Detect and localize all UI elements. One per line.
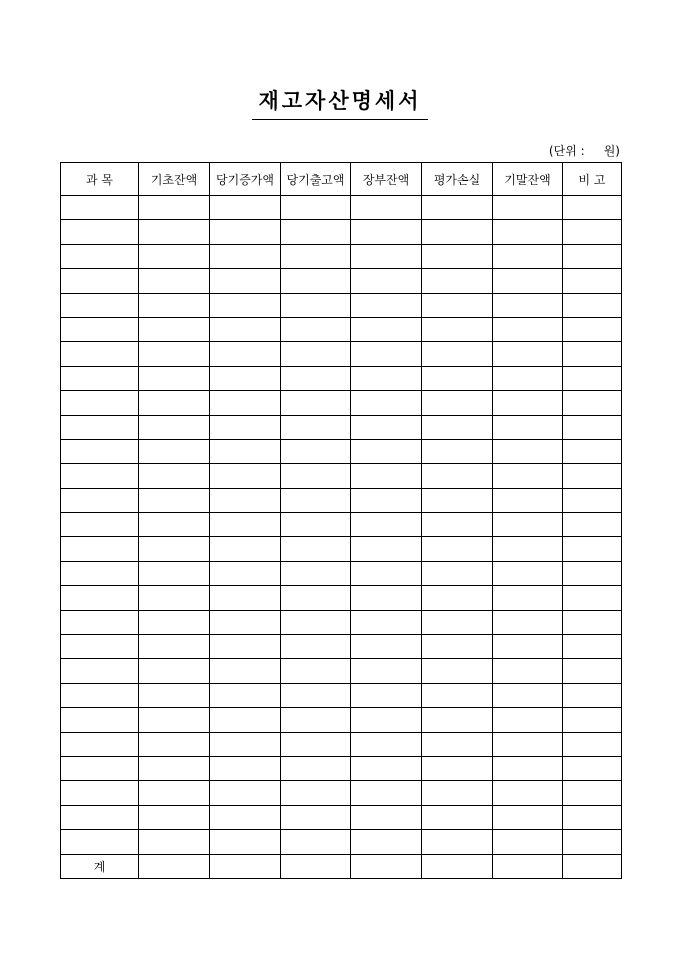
table-cell[interactable] <box>493 464 563 488</box>
table-cell[interactable] <box>351 391 422 415</box>
table-cell[interactable] <box>281 805 351 829</box>
table-cell[interactable] <box>493 659 563 683</box>
table-cell[interactable] <box>281 513 351 537</box>
total-cell[interactable] <box>422 854 493 878</box>
table-cell[interactable] <box>139 586 210 610</box>
table-row <box>61 635 622 659</box>
table-cell[interactable] <box>281 781 351 805</box>
table-row <box>61 196 622 220</box>
table-cell[interactable] <box>139 415 210 439</box>
table-cell[interactable] <box>422 586 493 610</box>
table-cell[interactable] <box>61 513 139 537</box>
table-cell[interactable] <box>351 781 422 805</box>
table-cell[interactable] <box>422 464 493 488</box>
table-cell[interactable] <box>210 220 281 244</box>
table-cell[interactable] <box>210 196 281 220</box>
table-cell[interactable] <box>422 488 493 512</box>
table-cell[interactable] <box>61 708 139 732</box>
table-cell[interactable] <box>493 439 563 463</box>
table-row <box>61 488 622 512</box>
table-cell[interactable] <box>563 683 622 707</box>
table-cell[interactable] <box>351 610 422 634</box>
table-cell[interactable] <box>563 537 622 561</box>
table-cell[interactable] <box>61 610 139 634</box>
table-cell[interactable] <box>210 366 281 390</box>
table-cell[interactable] <box>493 781 563 805</box>
table-cell[interactable] <box>61 464 139 488</box>
table-cell[interactable] <box>61 220 139 244</box>
table-cell[interactable] <box>563 196 622 220</box>
table-cell[interactable] <box>351 342 422 366</box>
table-cell[interactable] <box>281 391 351 415</box>
table-cell[interactable] <box>139 439 210 463</box>
total-cell[interactable] <box>210 854 281 878</box>
total-row <box>61 854 622 878</box>
table-cell[interactable] <box>493 293 563 317</box>
table-cell[interactable] <box>281 464 351 488</box>
table-cell[interactable] <box>210 317 281 341</box>
inventory-table <box>60 162 622 879</box>
table-row <box>61 464 622 488</box>
table-cell[interactable] <box>563 781 622 805</box>
table-row <box>61 805 622 829</box>
table-cell[interactable] <box>563 293 622 317</box>
table-cell[interactable] <box>351 220 422 244</box>
table-row <box>61 415 622 439</box>
table-cell[interactable] <box>281 561 351 585</box>
table-cell[interactable] <box>281 269 351 293</box>
table-cell[interactable] <box>493 537 563 561</box>
column-header-remarks: 비 고 <box>563 163 622 196</box>
table-cell[interactable] <box>139 342 210 366</box>
table-row <box>61 683 622 707</box>
table-cell[interactable] <box>422 537 493 561</box>
table-cell[interactable] <box>563 513 622 537</box>
table-cell[interactable] <box>351 415 422 439</box>
table-cell[interactable] <box>210 659 281 683</box>
table-cell[interactable] <box>281 537 351 561</box>
table-row <box>61 586 622 610</box>
table-cell[interactable] <box>493 513 563 537</box>
table-cell[interactable] <box>210 635 281 659</box>
table-cell[interactable] <box>139 537 210 561</box>
table-cell[interactable] <box>563 269 622 293</box>
table-row <box>61 366 622 390</box>
total-cell[interactable] <box>563 854 622 878</box>
table-cell[interactable] <box>139 732 210 756</box>
table-cell[interactable] <box>422 708 493 732</box>
table-cell[interactable] <box>422 391 493 415</box>
table-cell[interactable] <box>281 830 351 854</box>
table-cell[interactable] <box>61 342 139 366</box>
table-cell[interactable] <box>61 756 139 780</box>
table-cell[interactable] <box>563 805 622 829</box>
table-cell[interactable] <box>422 781 493 805</box>
table-cell[interactable] <box>281 708 351 732</box>
table-cell[interactable] <box>139 805 210 829</box>
table-cell[interactable] <box>210 513 281 537</box>
total-cell[interactable] <box>493 854 563 878</box>
table-cell[interactable] <box>422 683 493 707</box>
total-cell[interactable] <box>351 854 422 878</box>
table-row <box>61 317 622 341</box>
table-cell[interactable] <box>61 366 139 390</box>
table-cell[interactable] <box>61 561 139 585</box>
table-cell[interactable] <box>422 317 493 341</box>
table-cell[interactable] <box>139 635 210 659</box>
table-cell[interactable] <box>139 781 210 805</box>
table-cell[interactable] <box>563 366 622 390</box>
table-cell[interactable] <box>493 805 563 829</box>
table-cell[interactable] <box>139 244 210 268</box>
table-cell[interactable] <box>351 488 422 512</box>
column-header-shipment: 당기출고액 <box>281 163 351 196</box>
table-cell[interactable] <box>281 488 351 512</box>
table-cell[interactable] <box>139 513 210 537</box>
table-cell[interactable] <box>61 537 139 561</box>
table-cell[interactable] <box>493 196 563 220</box>
table-cell[interactable] <box>210 830 281 854</box>
unit-label: (단위 : 원) <box>548 144 620 158</box>
table-row <box>61 293 622 317</box>
total-row-label: 계 <box>61 854 139 878</box>
title-wrap <box>0 88 680 120</box>
table-cell[interactable] <box>422 415 493 439</box>
table-cell[interactable] <box>210 586 281 610</box>
table-cell[interactable] <box>210 391 281 415</box>
table-cell[interactable] <box>422 805 493 829</box>
table-cell[interactable] <box>422 439 493 463</box>
table-cell[interactable] <box>61 586 139 610</box>
table-cell[interactable] <box>61 391 139 415</box>
table-cell[interactable] <box>139 488 210 512</box>
table-cell[interactable] <box>139 610 210 634</box>
table-cell[interactable] <box>281 732 351 756</box>
table-cell[interactable] <box>493 366 563 390</box>
column-header-increase: 당기증가액 <box>210 163 281 196</box>
table-cell[interactable] <box>281 439 351 463</box>
table-cell[interactable] <box>139 708 210 732</box>
table-cell[interactable] <box>422 561 493 585</box>
column-header-valuation-loss: 평가손실 <box>422 163 493 196</box>
table-cell[interactable] <box>351 293 422 317</box>
table-cell[interactable] <box>351 464 422 488</box>
table-cell[interactable] <box>210 342 281 366</box>
table-cell[interactable] <box>139 196 210 220</box>
table-row <box>61 659 622 683</box>
table-cell[interactable] <box>210 732 281 756</box>
table-row <box>61 537 622 561</box>
table-cell[interactable] <box>422 513 493 537</box>
table-cell[interactable] <box>351 513 422 537</box>
table-cell[interactable] <box>422 196 493 220</box>
table-cell[interactable] <box>61 415 139 439</box>
table-cell[interactable] <box>563 391 622 415</box>
table-cell[interactable] <box>351 635 422 659</box>
table-cell[interactable] <box>563 244 622 268</box>
table-cell[interactable] <box>493 269 563 293</box>
table-cell[interactable] <box>210 756 281 780</box>
table-cell[interactable] <box>422 610 493 634</box>
table-cell[interactable] <box>139 756 210 780</box>
table-cell[interactable] <box>281 610 351 634</box>
table-cell[interactable] <box>351 732 422 756</box>
table-cell[interactable] <box>351 196 422 220</box>
table-cell[interactable] <box>563 732 622 756</box>
table-cell[interactable] <box>210 805 281 829</box>
table-cell[interactable] <box>351 683 422 707</box>
table-cell[interactable] <box>563 220 622 244</box>
table-cell[interactable] <box>281 317 351 341</box>
table-cell[interactable] <box>563 317 622 341</box>
table-cell[interactable] <box>281 293 351 317</box>
table-cell[interactable] <box>210 439 281 463</box>
table-cell[interactable] <box>281 415 351 439</box>
table-cell[interactable] <box>422 220 493 244</box>
table-cell[interactable] <box>281 659 351 683</box>
total-cell[interactable] <box>139 854 210 878</box>
table-cell[interactable] <box>563 561 622 585</box>
table-cell[interactable] <box>563 830 622 854</box>
table-cell[interactable] <box>61 635 139 659</box>
table-cell[interactable] <box>351 537 422 561</box>
table-cell[interactable] <box>422 732 493 756</box>
table-cell[interactable] <box>210 415 281 439</box>
table-cell[interactable] <box>281 683 351 707</box>
table-cell[interactable] <box>493 488 563 512</box>
column-header-closing-balance: 기말잔액 <box>493 163 563 196</box>
table-row <box>61 610 622 634</box>
table-cell[interactable] <box>210 561 281 585</box>
table-cell[interactable] <box>422 244 493 268</box>
header-row <box>61 163 622 196</box>
table-cell[interactable] <box>61 293 139 317</box>
table-cell[interactable] <box>61 439 139 463</box>
table-cell[interactable] <box>61 488 139 512</box>
table-cell[interactable] <box>139 366 210 390</box>
table-cell[interactable] <box>61 244 139 268</box>
table-cell[interactable] <box>61 781 139 805</box>
table-cell[interactable] <box>563 610 622 634</box>
table-cell[interactable] <box>493 317 563 341</box>
table-cell[interactable] <box>139 659 210 683</box>
table-cell[interactable] <box>422 342 493 366</box>
table-cell[interactable] <box>351 317 422 341</box>
table-cell[interactable] <box>422 269 493 293</box>
table-cell[interactable] <box>210 708 281 732</box>
table-cell[interactable] <box>422 635 493 659</box>
column-header-opening-balance: 기초잔액 <box>139 163 210 196</box>
table-cell[interactable] <box>281 220 351 244</box>
table-cell[interactable] <box>210 293 281 317</box>
table-cell[interactable] <box>563 439 622 463</box>
table-cell[interactable] <box>563 756 622 780</box>
table-cell[interactable] <box>281 635 351 659</box>
table-row <box>61 561 622 585</box>
table-cell[interactable] <box>493 220 563 244</box>
table-row <box>61 244 622 268</box>
table-cell[interactable] <box>493 342 563 366</box>
table-cell[interactable] <box>422 659 493 683</box>
table-cell[interactable] <box>210 781 281 805</box>
column-header-book-balance: 장부잔액 <box>351 163 422 196</box>
table-row <box>61 269 622 293</box>
table-cell[interactable] <box>61 683 139 707</box>
table-cell[interactable] <box>139 220 210 244</box>
table-cell[interactable] <box>422 830 493 854</box>
table-cell[interactable] <box>422 293 493 317</box>
table-cell[interactable] <box>351 659 422 683</box>
table-cell[interactable] <box>493 244 563 268</box>
table-cell[interactable] <box>281 366 351 390</box>
table-body <box>61 196 622 855</box>
table-cell[interactable] <box>563 464 622 488</box>
table-cell[interactable] <box>493 732 563 756</box>
table-row <box>61 756 622 780</box>
table-cell[interactable] <box>563 488 622 512</box>
table-cell[interactable] <box>61 269 139 293</box>
table-cell[interactable] <box>351 439 422 463</box>
table-row <box>61 732 622 756</box>
table-cell[interactable] <box>139 317 210 341</box>
table-cell[interactable] <box>351 244 422 268</box>
table-cell[interactable] <box>61 805 139 829</box>
table-cell[interactable] <box>61 830 139 854</box>
table-cell[interactable] <box>493 610 563 634</box>
table-cell[interactable] <box>351 830 422 854</box>
column-header-account: 과 목 <box>61 163 139 196</box>
table-cell[interactable] <box>281 196 351 220</box>
table-cell[interactable] <box>351 586 422 610</box>
table-cell[interactable] <box>493 708 563 732</box>
table-cell[interactable] <box>493 586 563 610</box>
table-cell[interactable] <box>351 756 422 780</box>
table-row <box>61 708 622 732</box>
table-cell[interactable] <box>210 683 281 707</box>
table-cell[interactable] <box>422 756 493 780</box>
table-cell[interactable] <box>61 196 139 220</box>
table-row <box>61 439 622 463</box>
table-cell[interactable] <box>563 635 622 659</box>
table-cell[interactable] <box>351 561 422 585</box>
table-cell[interactable] <box>493 830 563 854</box>
table-cell[interactable] <box>493 683 563 707</box>
table-cell[interactable] <box>139 464 210 488</box>
table-cell[interactable] <box>422 366 493 390</box>
table-cell[interactable] <box>210 537 281 561</box>
table-cell[interactable] <box>210 488 281 512</box>
table-cell[interactable] <box>210 610 281 634</box>
total-cell[interactable] <box>281 854 351 878</box>
table-cell[interactable] <box>139 683 210 707</box>
table-row <box>61 513 622 537</box>
table-cell[interactable] <box>210 464 281 488</box>
table-cell[interactable] <box>139 293 210 317</box>
table-cell[interactable] <box>281 586 351 610</box>
table-cell[interactable] <box>281 342 351 366</box>
table-cell[interactable] <box>563 415 622 439</box>
table-cell[interactable] <box>563 342 622 366</box>
table-cell[interactable] <box>61 659 139 683</box>
table-cell[interactable] <box>139 561 210 585</box>
table-row <box>61 781 622 805</box>
table-cell[interactable] <box>210 244 281 268</box>
table-row <box>61 830 622 854</box>
table-cell[interactable] <box>493 391 563 415</box>
table-cell[interactable] <box>139 269 210 293</box>
table-cell[interactable] <box>210 269 281 293</box>
table-row <box>61 342 622 366</box>
table-cell[interactable] <box>351 708 422 732</box>
table-cell[interactable] <box>563 659 622 683</box>
table-cell[interactable] <box>139 830 210 854</box>
table-cell[interactable] <box>493 561 563 585</box>
table-cell[interactable] <box>563 708 622 732</box>
table-cell[interactable] <box>351 805 422 829</box>
table-cell[interactable] <box>493 415 563 439</box>
table-row <box>61 391 622 415</box>
page-title: 재고자산명세서 <box>252 88 427 120</box>
table-cell[interactable] <box>61 317 139 341</box>
table-cell[interactable] <box>351 366 422 390</box>
table-cell[interactable] <box>139 391 210 415</box>
table-cell[interactable] <box>563 586 622 610</box>
table-cell[interactable] <box>493 635 563 659</box>
table-row <box>61 220 622 244</box>
table-cell[interactable] <box>61 732 139 756</box>
table-cell[interactable] <box>281 756 351 780</box>
table-cell[interactable] <box>493 756 563 780</box>
table-cell[interactable] <box>281 244 351 268</box>
table-cell[interactable] <box>351 269 422 293</box>
